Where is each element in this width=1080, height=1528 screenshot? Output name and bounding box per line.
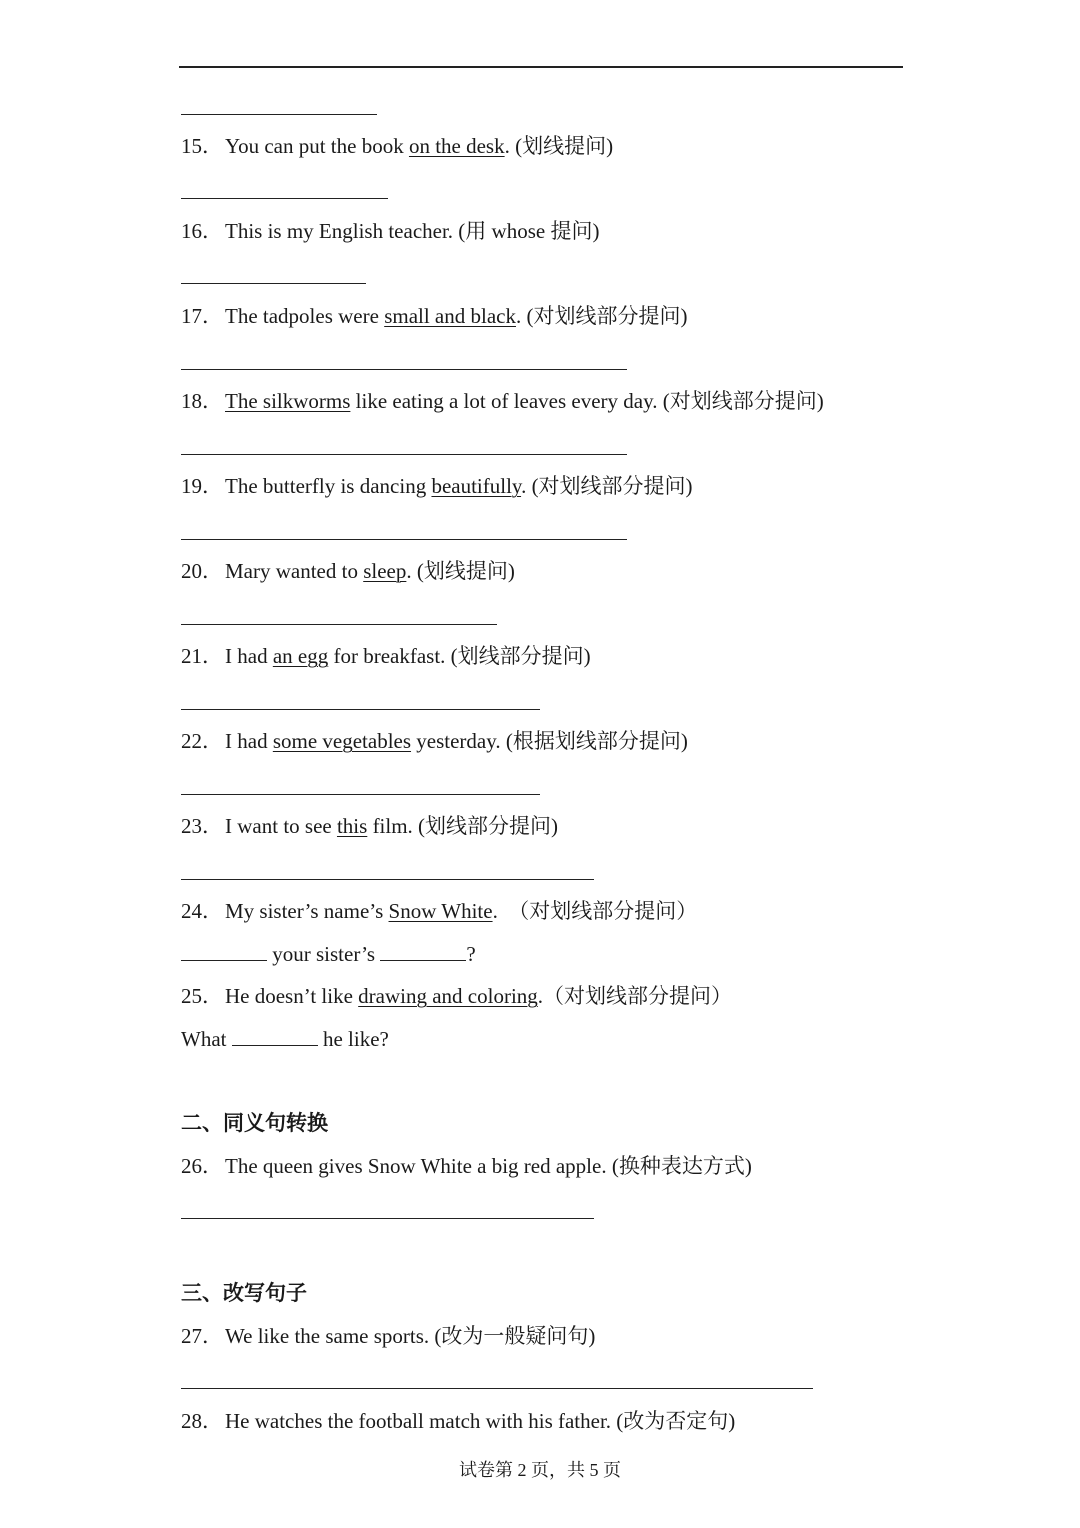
answer-line — [181, 624, 497, 625]
question-number: 18． — [181, 389, 223, 413]
header-rule — [179, 66, 903, 68]
question-26 — [181, 1153, 752, 1179]
question-text: He watches the football match with his father. (改为否定句) — [225, 1409, 736, 1433]
question-15 — [181, 133, 613, 159]
section-heading: 二、同义句转换 — [181, 1111, 328, 1135]
answer-line — [181, 1218, 594, 1219]
question-28 — [181, 1408, 735, 1434]
question-24 — [181, 898, 697, 924]
underlined-phrase: The silkworms — [225, 389, 351, 413]
answer-line — [181, 539, 627, 540]
answer-text: he like? — [317, 1027, 389, 1051]
question-text: I want to see — [225, 814, 337, 838]
question-instruction: . (划线提问) — [406, 559, 515, 583]
question-instruction: . (对划线部分提问) — [521, 474, 693, 498]
question-instruction: . （对划线部分提问） — [492, 899, 698, 923]
question-text: like eating a lot of leaves every day. (对划线部分提问) — [350, 389, 824, 413]
question-number: 22． — [181, 729, 223, 753]
question-number: 26． — [181, 1154, 223, 1178]
question-25-answer — [181, 1026, 389, 1052]
fill-blank[interactable] — [181, 942, 267, 961]
question-text: The butterfly is dancing — [225, 474, 432, 498]
question-number: 23． — [181, 814, 223, 838]
answer-text: What — [181, 1027, 232, 1051]
question-text: Mary wanted to — [225, 559, 364, 583]
question-21 — [181, 643, 591, 669]
answer-line — [181, 114, 377, 115]
question-text: He doesn’t like — [225, 984, 359, 1008]
question-text: This is my English teacher. (用 whose 提问) — [225, 219, 600, 243]
answer-text: ? — [466, 942, 476, 966]
underlined-phrase: on the desk — [408, 134, 505, 158]
question-22 — [181, 728, 688, 754]
question-23 — [181, 813, 558, 839]
question-number: 20． — [181, 559, 223, 583]
question-text: My sister’s name’s — [225, 899, 389, 923]
question-text: I had — [225, 644, 273, 668]
question-19 — [181, 473, 693, 499]
question-number: 27． — [181, 1324, 223, 1348]
question-text: I had — [225, 729, 273, 753]
question-24-answer — [181, 941, 476, 967]
question-16 — [181, 218, 599, 244]
question-instruction: film. (划线部分提问) — [367, 814, 559, 838]
question-18 — [181, 388, 824, 414]
question-17 — [181, 303, 687, 329]
underlined-phrase: this — [336, 814, 368, 838]
question-20 — [181, 558, 515, 584]
question-number: 21． — [181, 644, 223, 668]
question-number: 19． — [181, 474, 223, 498]
answer-line — [181, 283, 366, 284]
question-instruction: . (对划线部分提问) — [515, 304, 688, 328]
question-instruction: yesterday. (根据划线部分提问) — [411, 729, 688, 753]
fill-blank[interactable] — [380, 942, 466, 961]
answer-text: your sister’s — [267, 942, 381, 966]
answer-line — [181, 879, 594, 880]
question-text: We like the same sports. (改为一般疑问句) — [225, 1324, 596, 1348]
answer-line — [181, 369, 627, 370]
question-number: 17． — [181, 304, 223, 328]
question-text: You can put the book — [225, 134, 409, 158]
answer-line — [181, 1388, 813, 1389]
question-27 — [181, 1323, 595, 1349]
underlined-phrase: some vegetables — [272, 729, 412, 753]
question-number: 25． — [181, 984, 223, 1008]
underlined-phrase: drawing and coloring — [358, 984, 538, 1008]
question-instruction: for breakfast. (划线部分提问) — [328, 644, 591, 668]
question-instruction: .（对划线部分提问） — [537, 984, 733, 1008]
underlined-phrase: small and black — [384, 304, 516, 328]
answer-line — [181, 794, 540, 795]
answer-line — [181, 198, 388, 199]
question-number: 24． — [181, 899, 223, 923]
question-text: The queen gives Snow White a big red apple. (换种表达方式) — [225, 1154, 752, 1178]
question-number: 15． — [181, 134, 223, 158]
page-footer: 试卷第 2 页，共 5 页 — [459, 1460, 621, 1480]
question-text: The tadpoles were — [225, 304, 385, 328]
question-number: 16． — [181, 219, 223, 243]
underlined-phrase: beautifully — [431, 474, 522, 498]
underlined-phrase: Snow White — [388, 899, 493, 923]
question-number: 28． — [181, 1409, 223, 1433]
underlined-phrase: an egg — [272, 644, 329, 668]
fill-blank[interactable] — [232, 1027, 318, 1046]
question-instruction: . (划线提问) — [504, 134, 614, 158]
underlined-phrase: sleep — [363, 559, 407, 583]
answer-line — [181, 709, 540, 710]
question-25 — [181, 983, 732, 1009]
answer-line — [181, 454, 627, 455]
section-heading: 三、改写句子 — [181, 1281, 307, 1305]
